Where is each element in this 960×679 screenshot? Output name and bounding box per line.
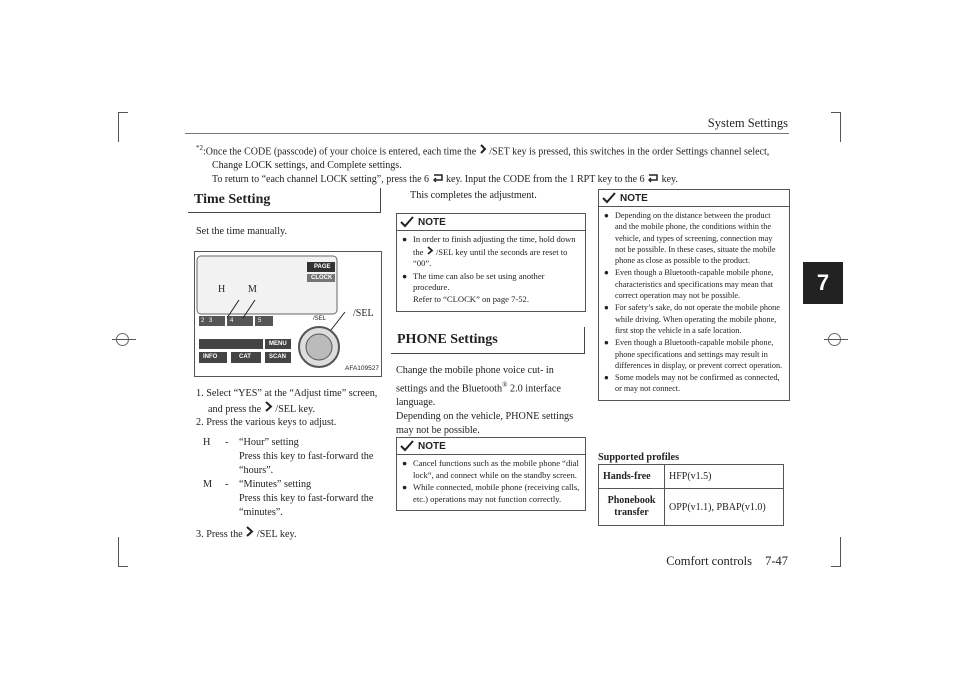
note-label: NOTE xyxy=(620,192,648,204)
time-setting-title: Time Setting xyxy=(194,192,271,207)
key-row-m xyxy=(203,478,383,520)
crop-mark xyxy=(118,112,119,142)
figure-btn-menu: MENU xyxy=(269,341,287,347)
bullet-icon: ● xyxy=(604,338,609,348)
crop-mark xyxy=(831,112,841,113)
key-desc: “hours”. xyxy=(239,465,274,476)
profile-value: HFP(v1.5) xyxy=(665,465,784,489)
radio-panel-figure xyxy=(194,251,382,377)
note-box-time xyxy=(396,213,586,312)
footnote-line3a: To return to “each channel LOCK setting”, press the 6 xyxy=(212,174,430,186)
step-3-line-a: 3. Press the xyxy=(196,529,243,540)
key-desc: “Minutes” setting xyxy=(239,479,312,490)
bullet-icon: ● xyxy=(402,482,408,493)
figure-btn-scan: SCAN xyxy=(269,354,287,360)
key-desc: Press this key to fast-forward the xyxy=(239,493,374,504)
note-text: /SEL key until the seconds are reset to “00”. xyxy=(413,246,568,269)
step-1 xyxy=(196,387,382,417)
crop-mark xyxy=(112,339,136,340)
table-row xyxy=(599,465,784,489)
note-bullet xyxy=(402,234,580,270)
note-label: NOTE xyxy=(418,440,446,452)
note-text: While connected, mobile phone (receiving calls, etc.) operations may not function correctly. xyxy=(413,482,580,504)
step-1-line-b: and press the xyxy=(208,404,262,415)
footnote xyxy=(196,141,790,187)
key-desc: Press this key to fast-forward the xyxy=(239,451,374,462)
time-setting-intro: Set the time manually. xyxy=(196,226,288,237)
registered-mark: ® xyxy=(502,381,508,389)
phone-text: 2.0 interface language. xyxy=(396,383,561,409)
footnote-line2: Change LOCK settings, and Complete settings. xyxy=(212,160,402,172)
key-desc: “Hour” setting xyxy=(239,437,299,448)
note-text: Even though a Bluetooth-capable mobile phone, phone specifications and settings may result in differences in display, or prevent correct operation. xyxy=(615,338,783,370)
key-letter: H xyxy=(203,437,211,448)
bullet-icon: ● xyxy=(604,303,609,313)
figure-preset: 2 xyxy=(201,318,205,324)
step-1-line-c: /SEL key. xyxy=(275,404,315,415)
note-label: NOTE xyxy=(418,216,446,228)
tune-icon xyxy=(264,401,273,412)
figure-label-sel: /SEL xyxy=(353,308,374,319)
tune-icon xyxy=(479,144,487,154)
tune-icon xyxy=(426,246,434,255)
key-list xyxy=(203,436,383,520)
step-1-line-a: 1. Select “YES” at the “Adjust time” screen, xyxy=(196,388,378,399)
crop-mark xyxy=(831,566,841,567)
note-bullet xyxy=(604,302,784,336)
note-bullet xyxy=(402,482,580,505)
repeat-icon xyxy=(647,173,659,182)
key-dash: - xyxy=(225,479,229,490)
note-text: Cancel functions such as the mobile phone “dial lock”, and connect while on the standby screen. xyxy=(413,458,579,480)
phone-settings-heading-box xyxy=(391,327,585,354)
figure-btn-cat: CAT xyxy=(239,354,251,360)
header-rule xyxy=(185,133,789,134)
figure-preset: 4 xyxy=(230,318,234,324)
profile-name: Hands-free xyxy=(599,465,665,489)
completes-text: This completes the adjustment. xyxy=(410,190,537,201)
figure-preset: 1 xyxy=(294,318,298,324)
profile-name: Phonebook transfer xyxy=(599,489,665,526)
step-3-line-b: /SEL key. xyxy=(256,529,297,540)
chapter-tab: 7 xyxy=(803,262,843,304)
note-bullet xyxy=(604,337,784,371)
bullet-icon: ● xyxy=(604,268,609,278)
footnote-line1b: /SET key is pressed, this switches in the order Settings channel select, xyxy=(489,146,770,158)
footnote-line3c: key. xyxy=(661,174,678,186)
note-header xyxy=(599,190,789,207)
figure-preset: 5 xyxy=(258,318,262,324)
footnote-line1a: :Once the CODE (passcode) of your choice is entered, each time the xyxy=(203,146,477,158)
note-body xyxy=(397,231,585,311)
check-icon xyxy=(400,216,414,228)
note-bullet xyxy=(402,271,580,306)
note-header xyxy=(397,214,585,231)
crop-mark xyxy=(118,537,119,567)
figure-code: AFA109527 xyxy=(345,365,379,372)
phone-settings-paragraph xyxy=(396,364,586,438)
bullet-icon: ● xyxy=(402,458,408,468)
crop-mark xyxy=(840,537,841,567)
figure-btn-clock: CLOCK xyxy=(311,275,333,281)
key-dash: - xyxy=(225,437,229,448)
bullet-icon: ● xyxy=(402,270,408,281)
time-setting-heading-box xyxy=(188,188,381,213)
note-bullet xyxy=(604,210,784,266)
bullet-icon: ● xyxy=(604,373,609,383)
note-text: Depending on the distance between the product and the mobile phone, the conditions within the vehicle, and types of screening, connection may not be possible. In these cases, situate the mobile phone as close as possible to the product. xyxy=(615,211,776,266)
footnote-line3b: key. Input the CODE from the 1 RPT key to the 6 xyxy=(446,174,645,186)
repeat-icon xyxy=(432,173,444,182)
note-text: Some models may not be confirmed as connected, or may not connect. xyxy=(615,373,780,394)
crop-mark xyxy=(824,339,848,340)
figure-label-m: M xyxy=(248,284,257,295)
note-box-phone xyxy=(396,437,586,511)
note-body xyxy=(599,207,789,400)
note-bullet xyxy=(402,458,580,481)
note-header xyxy=(397,438,585,455)
bullet-icon: ● xyxy=(604,211,609,220)
profile-value: OPP(v1.1), PBAP(v1.0) xyxy=(665,489,784,526)
tune-icon xyxy=(245,526,254,537)
phone-settings-title: PHONE Settings xyxy=(397,332,498,347)
crop-mark xyxy=(118,566,128,567)
crop-mark xyxy=(118,112,128,113)
note-bullet xyxy=(604,372,784,395)
key-desc: “minutes”. xyxy=(239,507,283,518)
table-row xyxy=(599,489,784,526)
note-box-bluetooth xyxy=(598,189,790,401)
supported-profiles-title: Supported profiles xyxy=(598,452,680,463)
page-footer xyxy=(662,554,788,569)
figure-preset: 6 xyxy=(280,318,284,324)
key-letter: M xyxy=(203,479,213,490)
page-header-title: System Settings xyxy=(707,116,788,130)
profiles-table xyxy=(598,464,784,526)
check-icon xyxy=(602,192,616,204)
footnote-marker: *2 xyxy=(196,144,203,152)
phone-text: Change the mobile phone voice cut- in settings and the Bluetooth xyxy=(396,365,554,395)
figure-btn-info: INFO xyxy=(203,354,218,360)
note-text: Even though a Bluetooth-capable mobile phone, characteristics and specifications may mean that correct operation may not be possible. xyxy=(615,268,774,301)
phone-text: Depending on the vehicle, PHONE settings may not be possible. xyxy=(396,411,574,437)
note-reference: Refer to “CLOCK” on page 7-52. xyxy=(413,293,529,304)
figure-preset: 3 xyxy=(209,318,213,324)
bullet-icon: ● xyxy=(402,234,408,244)
note-text: In order to finish adjusting the time, hold down the xyxy=(413,234,576,257)
key-row-h xyxy=(203,436,383,478)
note-text: For safety’s sake, do not operate the mobile phone while driving. When operating the mobile phone, first stop the vehicle in a safe location. xyxy=(615,303,780,335)
figure-label-h: H xyxy=(218,284,226,295)
crop-mark xyxy=(840,112,841,142)
note-body xyxy=(397,455,585,510)
note-text: The time can also be set using another procedure. xyxy=(413,270,545,293)
figure-btn-page: PAGE xyxy=(314,264,331,270)
check-icon xyxy=(400,440,414,452)
step-2: 2. Press the various keys to adjust. xyxy=(196,417,337,428)
figure-btn-sel: /SEL xyxy=(313,316,327,322)
footer-section: Comfort controls xyxy=(666,554,752,568)
footer-page-number: 7-47 xyxy=(765,554,788,568)
note-bullet xyxy=(604,267,784,301)
step-3 xyxy=(196,526,297,542)
